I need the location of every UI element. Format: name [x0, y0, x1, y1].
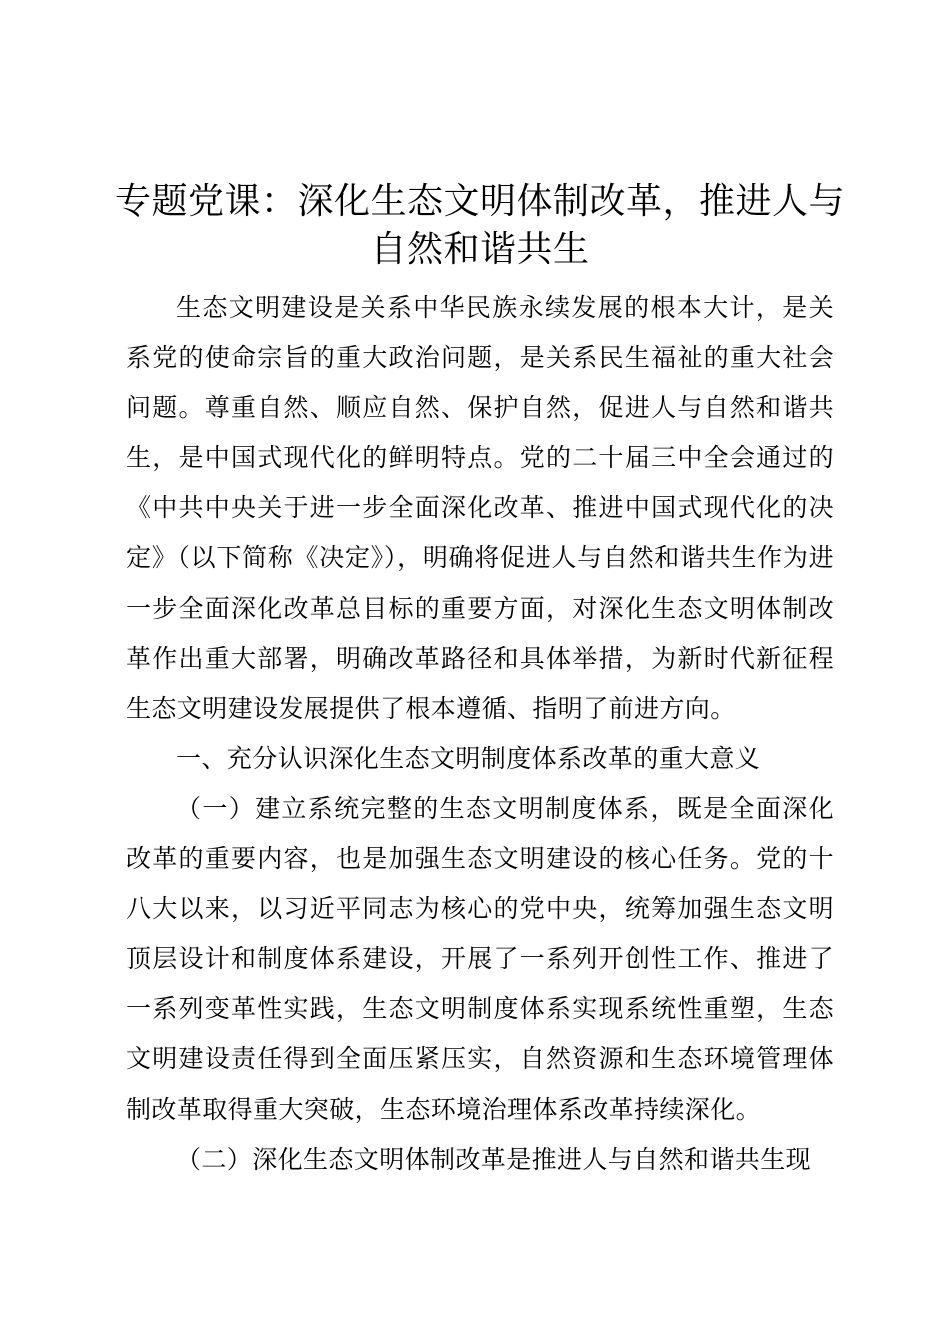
document-title: 专题党课：深化生态文明体制改革，推进人与自然和谐共生 — [114, 181, 845, 270]
paragraph-subsection-2: （二）深化生态文明体制改革是推进人与自然和谐共生现 — [176, 1144, 812, 1174]
document-body — [126, 283, 834, 1185]
section-heading-1: 一、充分认识深化生态文明制度体系改革的重大意义 — [176, 743, 761, 773]
paragraph-subsection-1: （一）建立系统完整的生态文明制度体系，既是全面深化改革的重要内容，也是加强生态文明建设的核心任务。党的十八大以来，以习近平同志为核心的党中央，统筹加强生态文明顶层设计和制度体系建设，开展了一系列开创性工作、推进了一系列变革性实践，生态文明制度体系实现系统性重塑，生态文明建设责任得到全面压紧压实，自然资源和生态环境管理体制改革取得重大突破，生态环境治理体系改革持续深化。 — [126, 793, 834, 1124]
paragraph-intro: 生态文明建设是关系中华民族永续发展的根本大计，是关系党的使命宗旨的重大政治问题，是关系民生福祉的重大社会问题。尊重自然、顺应自然、保护自然，促进人与自然和谐共生，是中国式现代化的鲜明特点。党的二十届三中全会通过的《中共中央关于进一步全面深化改革、推进中国式现代化的决定》（以下简称《决定》），明确将促进人与自然和谐共生作为进一步全面深化改革总目标的重要方面，对深化生态文明体制改革作出重大部署，明确改革路径和具体举措，为新时代新征程生态文明建设发展提供了根本遵循、指明了前进方向。 — [126, 293, 834, 723]
